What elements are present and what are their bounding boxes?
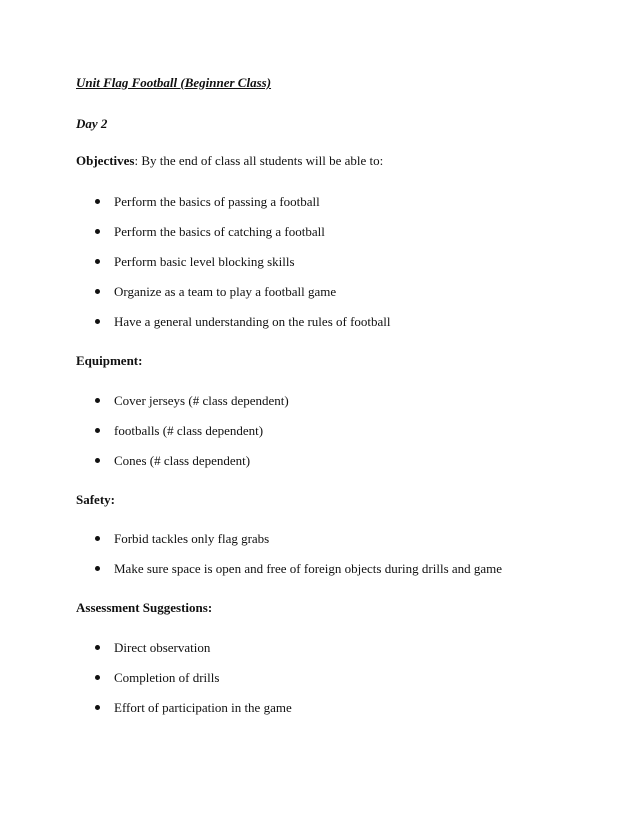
list-item-text: Make sure space is open and free of foreign objects during drills and game [114,561,503,576]
list-item-text: Forbid tackles only flag grabs [114,531,270,546]
bullet-icon [95,705,100,710]
list-item-text: Cover jerseys (# class dependent) [114,393,289,408]
equipment-list [0,393,638,483]
bullet-icon [95,398,100,403]
list-item [0,284,638,314]
bullet-icon [95,199,100,204]
equipment-heading: Equipment: [76,353,143,368]
list-item-text: Organize as a team to play a football game [114,284,337,299]
bullet-icon [95,458,100,463]
list-item [0,531,638,561]
list-item-text: Have a general understanding on the rules of football [114,314,391,329]
list-item-text: Effort of participation in the game [114,700,292,715]
list-item-text: Perform basic level blocking skills [114,254,295,269]
objectives-line [76,153,383,169]
bullet-icon [95,428,100,433]
list-item [0,224,638,254]
objectives-intro: : By the end of class all students will be able to: [134,153,384,168]
list-item [0,393,638,423]
list-item-text: Completion of drills [114,670,220,685]
safety-list [0,531,638,591]
safety-heading: Safety: [76,492,115,507]
list-item-text: footballs (# class dependent) [114,423,264,438]
day-label: Day 2 [76,116,108,131]
bullet-icon [95,259,100,264]
list-item [0,453,638,483]
bullet-icon [95,675,100,680]
assessment-list [0,640,638,730]
objectives-label: Objectives [76,153,135,168]
list-item [0,254,638,284]
list-item [0,640,638,670]
list-item [0,700,638,730]
document-title: Unit Flag Football (Beginner Class) [76,75,272,90]
bullet-icon [95,566,100,571]
list-item [0,670,638,700]
bullet-icon [95,536,100,541]
assessment-heading: Assessment Suggestions: [76,600,213,615]
list-item-text: Perform the basics of catching a football [114,224,325,239]
bullet-icon [95,289,100,294]
list-item [0,561,638,591]
list-item [0,194,638,224]
list-item-text: Cones (# class dependent) [114,453,251,468]
list-item-text: Direct observation [114,640,211,655]
bullet-icon [95,645,100,650]
bullet-icon [95,229,100,234]
bullet-icon [95,319,100,324]
objectives-list [0,194,638,344]
list-item-text: Perform the basics of passing a football [114,194,320,209]
list-item [0,423,638,453]
list-item [0,314,638,344]
